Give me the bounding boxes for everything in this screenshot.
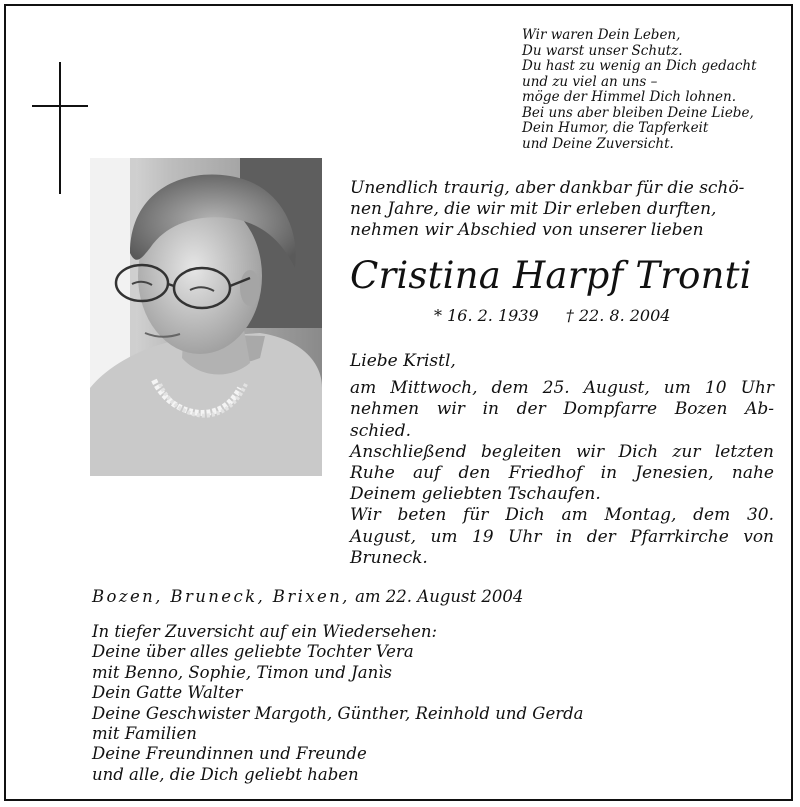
death-date: † 22. 8. 2004 — [565, 306, 671, 325]
message-line: schied. — [350, 420, 411, 441]
poem-line: Dein Humor, die Tapferkeit — [522, 120, 709, 136]
message-line: Wir beten für Dich am Montag, dem 30. — [350, 505, 774, 526]
mourners-list — [92, 622, 732, 785]
cross-icon-horizontal — [32, 105, 88, 107]
poem-line: Wir waren Dein Leben, — [522, 27, 681, 43]
portrait-photo — [90, 158, 322, 476]
intro-line: nehmen wir Abschied von unserer lieben — [350, 220, 704, 240]
intro-line: Unendlich traurig, aber dankbar für die schö- — [350, 178, 745, 198]
deceased-name: Cristina Harpf Tronti — [350, 254, 752, 297]
mourner-line: und alle, die Dich geliebt haben — [92, 764, 359, 784]
cross-icon-vertical — [59, 62, 61, 194]
message-line: Bruneck. — [350, 547, 428, 568]
poem-line: und zu viel an uns – — [522, 73, 658, 90]
message-line: Anschließend begleiten wir Dich zur letzten — [350, 441, 774, 462]
obituary-frame — [4, 4, 793, 801]
message-line: am Mittwoch, dem 25. August, um 10 Uhr — [350, 378, 774, 399]
poem — [522, 28, 792, 152]
mourner-line: Deine über alles geliebte Tochter Vera — [92, 642, 414, 662]
mourner-line: Deine Geschwister Margoth, Günther, Reinhold und Gerda — [92, 703, 584, 723]
notice-date: am 22. August 2004 — [355, 587, 524, 606]
message-line: Ruhe auf den Friedhof in Jenesien, nahe — [350, 463, 774, 484]
poem-line: Du hast zu wenig an Dich gedacht — [522, 58, 757, 74]
mourner-line: Deine Freundinnen und Freunde — [92, 744, 367, 764]
message-line: nehmen wir in der Dompfarre Bozen Ab- — [350, 399, 774, 420]
poem-line: Du warst unser Schutz. — [522, 42, 683, 59]
birth-date: * 16. 2. 1939 — [434, 306, 539, 325]
message-greeting: Liebe Kristl, — [350, 351, 456, 371]
places: Bozen, Bruneck, Brixen, — [92, 587, 350, 606]
poem-line: und Deine Zuversicht. — [522, 135, 674, 152]
mourner-line: mit Benno, Sophie, Timon und Janìs — [92, 662, 392, 682]
funeral-message — [350, 351, 774, 569]
mourner-line: In tiefer Zuversicht auf ein Wiedersehen: — [92, 622, 438, 641]
place-and-date — [92, 586, 692, 607]
mourner-line: Dein Gatte Walter — [92, 683, 243, 703]
poem-line: Bei uns aber bleiben Deine Liebe, — [522, 104, 754, 121]
intro-text — [350, 178, 774, 241]
poem-line: möge der Himmel Dich lohnen. — [522, 89, 737, 105]
intro-line: nen Jahre, die wir mit Dir erleben durften, — [350, 199, 717, 219]
message-line: August, um 19 Uhr in der Pfarrkirche von — [350, 526, 774, 547]
message-line: Deinem geliebten Tschaufen. — [350, 484, 601, 505]
mourner-line: mit Familien — [92, 724, 197, 744]
life-dates — [434, 306, 774, 326]
